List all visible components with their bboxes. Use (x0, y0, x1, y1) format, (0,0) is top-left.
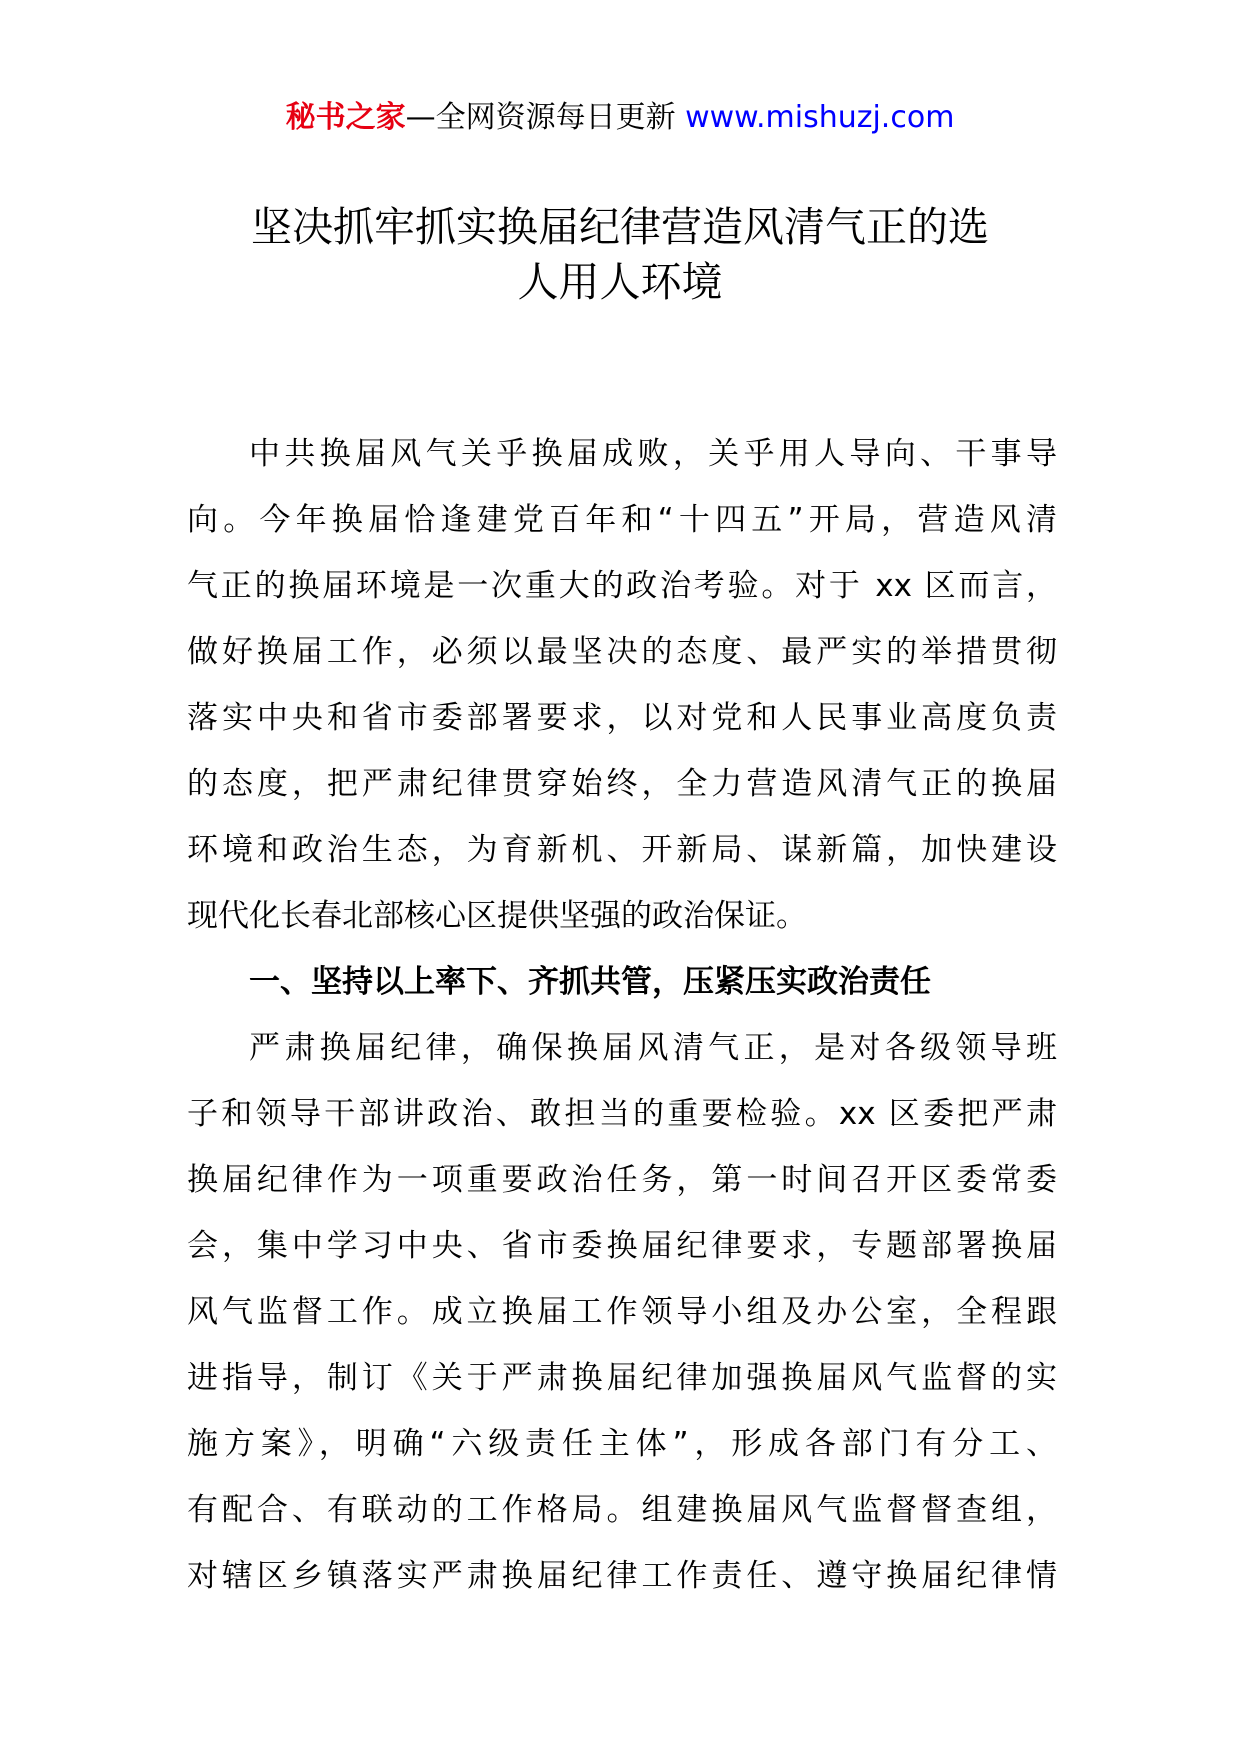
paragraph-line: 中共换届风气关乎换届成败，关乎用人导向、干事导 (249, 436, 1057, 472)
paragraph-line: 落实中央和省市委部署要求，以对党和人民事业高度负责 (187, 700, 1057, 736)
document-body (187, 421, 1057, 1609)
paragraph-line: 环境和政治生态，为育新机、开新局、谋新篇，加快建设 (187, 832, 1057, 868)
site-header (0, 98, 1240, 138)
paragraph-line: 会，集中学习中央、省市委换届纪律要求，专题部署换届 (187, 1228, 1057, 1264)
paragraph-line: 换届纪律作为一项重要政治任务，第一时间召开区委常委 (187, 1162, 1057, 1198)
title-line-2: 人用人环境 (517, 258, 723, 306)
paragraph-line: 严肃换届纪律，确保换届风清气正，是对各级领导班 (249, 1030, 1057, 1066)
header-tagline: —全网资源每日更新 (405, 100, 676, 135)
paragraph-line: 做好换届工作，必须以最坚决的态度、最严实的举措贯彻 (187, 634, 1057, 670)
paragraph-line: 的态度，把严肃纪律贯穿始终，全力营造风清气正的换届 (187, 766, 1057, 802)
paragraph-2 (187, 1015, 1057, 1609)
site-url: www.mishuzj.com (675, 100, 955, 135)
document-title (190, 200, 1050, 310)
paragraph-line: 子和领导干部讲政治、敢担当的重要检验。xx 区委把严肃 (187, 1096, 1057, 1132)
title-line-1: 坚决抓牢抓实换届纪律营造风清气正的选 (251, 203, 989, 251)
paragraph-line: 对辖区乡镇落实严肃换届纪律工作责任、遵守换届纪律情 (187, 1558, 1057, 1594)
paragraph-line: 风气监督工作。成立换届工作领导小组及办公室，全程跟 (187, 1294, 1057, 1330)
paragraph-1 (187, 421, 1057, 949)
section-heading-1: 一、坚持以上率下、齐抓共管，压紧压实政治责任 (249, 964, 931, 1000)
paragraph-line: 现代化长春北部核心区提供坚强的政治保证。 (187, 898, 807, 934)
paragraph-line: 施方案》，明确“六级责任主体”，形成各部门有分工、 (187, 1426, 1057, 1462)
paragraph-line: 进指导，制订《关于严肃换届纪律加强换届风气监督的实 (187, 1360, 1057, 1396)
brand-name: 秘书之家 (285, 100, 406, 135)
paragraph-line: 气正的换届环境是一次重大的政治考验。对于 xx 区而言， (187, 568, 1057, 604)
paragraph-line: 有配合、有联动的工作格局。组建换届风气监督督查组， (187, 1492, 1057, 1528)
paragraph-line: 向。今年换届恰逢建党百年和“十四五”开局，营造风清 (187, 502, 1057, 538)
